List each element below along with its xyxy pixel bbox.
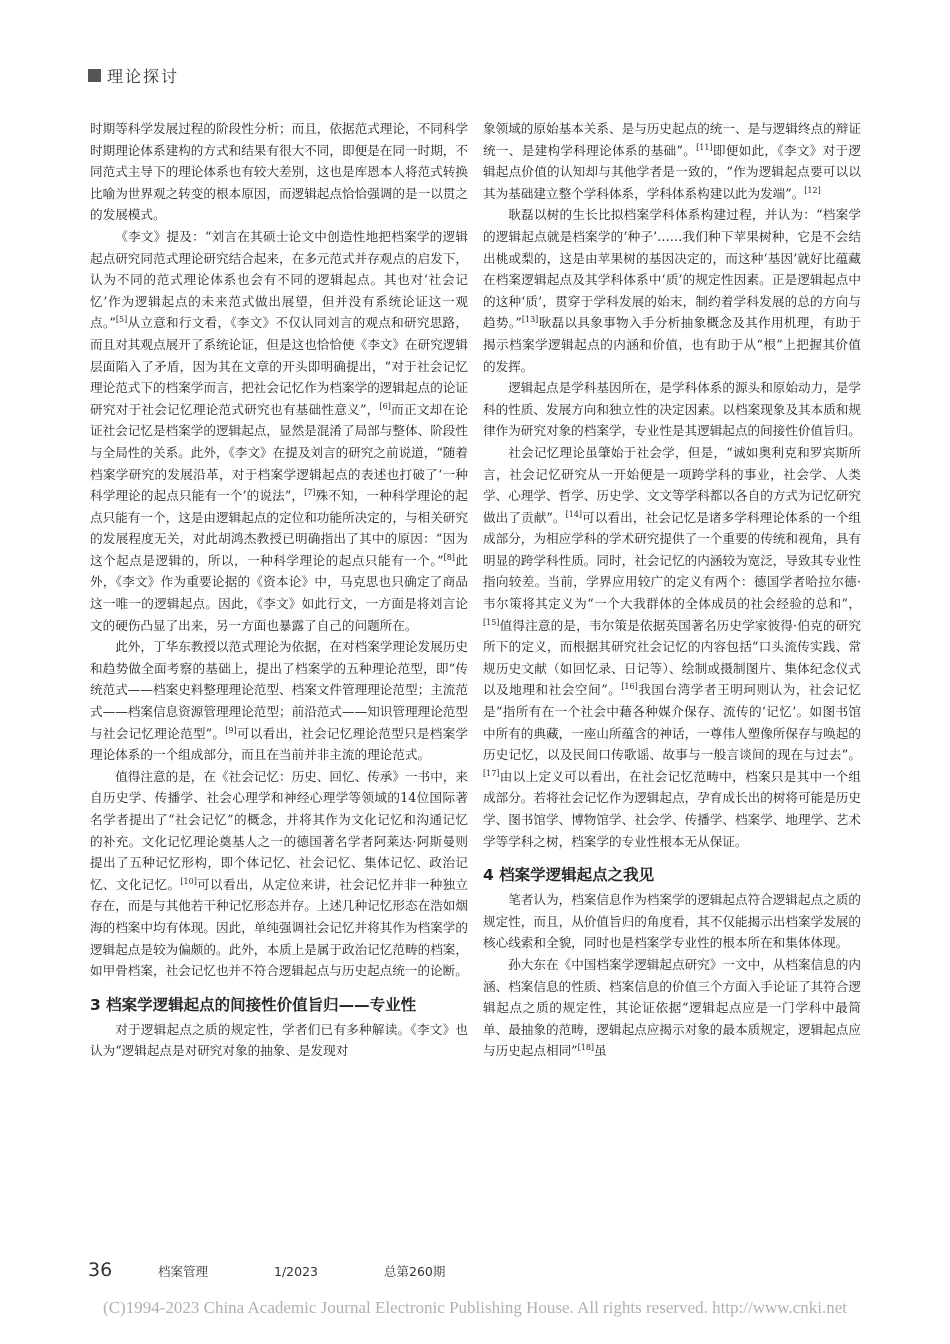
citation-ref: [15] (483, 617, 500, 627)
right-column (483, 118, 861, 1062)
citation-ref: [12] (804, 185, 821, 195)
text-run: 此外，丁华东教授以范式理论为依据，在对档案学理论发展历史和趋势做全面考察的基础上，提出了档案学的五种理论范型，即“传统范式——档案史料整理理论范型、档案文件管理理论范型；主流范式——档案信息资源管理理论范型；前沿范式——知识管理理论范型与社会记忆理论范型”。 (90, 639, 468, 741)
section-header (88, 64, 179, 87)
paragraph (90, 226, 468, 636)
paragraph (483, 118, 861, 204)
citation-ref: [10] (180, 876, 197, 886)
paragraph: 对于逻辑起点之质的规定性，学者们已有多种解读。《李文》也认为“逻辑起点是对研究对象的抽象、是发现对 (90, 1021, 468, 1059)
citation-ref: [14] (565, 509, 583, 519)
paragraph: 逻辑起点是学科基因所在，是学科体系的源头和原始动力，是学科的性质、发展方向和独立性的决定因素。以档案现象及其本质和规律作为研究对象的档案学，专业性是其逻辑起点的间接性价值旨归。 (483, 380, 861, 439)
citation-ref: [13] (521, 315, 539, 325)
citation-ref: [8] (443, 552, 455, 562)
paragraph (483, 204, 861, 377)
text-run: 由以上定义可以看出，在社会记忆范畴中，档案只是其中一个组成部分。若将社会记忆作为逻辑起点，孕育成长出的树将可能是历史学、图书馆学、博物馆学、社会学、传播学、档案学、地理学、艺术学等学科之树，档案学的专业性根本无从保证。 (483, 768, 861, 849)
text-run: 从立意和行文看，《李文》不仅认同刘言的观点和研究思路，而且对其观点展开了系统论证，但是这也恰恰使《李文》在研究逻辑层面陷入了矛盾，因为其在文章的开头即明确提出，“对于社会记忆理论范式下的档案学而言，把社会记忆作为档案学的逻辑起点的论证研究对于社会记忆理论范式研究也有基础性意义”， (90, 315, 469, 417)
page-footer (88, 1259, 460, 1281)
text-run: 虽 (594, 1043, 607, 1059)
text-run: 孙大东在《中国档案学逻辑起点研究》一文中，从档案信息的内涵、档案信息的性质、档案信息的价值三个方面入手论证了其符合逻辑起点之质的规定性，其论证依据“逻辑起点应是一门学科中最简单、最抽象的范畴，逻辑起点应揭示对象的最本质规定，逻辑起点应与历史起点相同” (483, 956, 861, 1059)
text-run: 象领域的原始基本关系、是与历史起点的统一、是与逻辑终点的辩证统一、是建构学科理论体系的基础”。 (483, 121, 861, 158)
left-column (90, 118, 468, 1062)
citation-ref: [9] (225, 725, 237, 735)
journal-name: 档案管理 (158, 1264, 209, 1279)
text-run: 即便如此，《李文》对于逻辑起点价值的认知却与其他学者是一致的，“作为逻辑起点要可以以其为基础建立整个学科体系，学科体系构建以此为发端”。 (483, 142, 861, 201)
paragraph (483, 442, 861, 852)
section-label: 理论探讨 (107, 67, 180, 86)
text-run: 我国台湾学者王明珂则认为，社会记忆是“指所有在一个社会中藉各种媒介保存、流传的‘记忆’。如图书馆中所有的典藏，一座山所蕴含的神话，一尊伟人塑像所保存与唤起的历史记忆，以及民间口传歌谣、故事与一般言谈间的现在与过去”。 (483, 682, 861, 763)
square-icon (88, 69, 101, 82)
citation-ref: [5] (115, 315, 128, 325)
citation-ref: [7] (304, 488, 316, 498)
citation-ref: [18] (577, 1043, 595, 1053)
citation-ref: [16] (621, 682, 638, 692)
section-heading: 4 档案学逻辑起点之我见 (483, 866, 655, 885)
text-run: 耿磊以具象事物入手分析抽象概念及其作用机理，有助于揭示档案学逻辑起点的内涵和价值，也有助于从“根”上把握其价值的发挥。 (483, 315, 862, 374)
total-issue: 总第260期 (384, 1264, 446, 1279)
text-run: 社会记忆理论虽肇始于社会学，但是，“诚如奥利克和罗宾斯所言，社会记忆研究从一开始便是一项跨学科的事业，社会学、人类学、心理学、哲学、历史学、文文等学科都以各自的方式为记忆研究做出了贡献”。 (483, 444, 861, 525)
paragraph: 时期等科学发展过程的阶段性分析；而且，依据范式理论，不同科学时期理论体系建构的方式和结果有很大不同，即便是在同一时期，不同范式主导下的理论体系也有较大差别，这也是库恩本人将范式转换比喻为世界观之转变的根本原因，而逻辑起点恰恰强调的是一以贯之的发展模式。 (90, 121, 468, 223)
citation-ref: [11] (696, 142, 713, 152)
text-run: 可以看出，从定位来讲，社会记忆并非一种独立存在，而是与其他若干种记忆形态并存。上述几种记忆形态在浩如烟海的档案中均有体现。因此，单纯强调社会记忆并将其作为档案学的逻辑起点是较为偏颇的。此外，本质上是属于政治记忆范畴的档案，如甲骨档案，社会记忆也并不符合逻辑起点与历史起点统一的论断。 (90, 876, 469, 979)
text-run: 殊不知，一种科学理论的起点只能有一个，这是由逻辑起点的定位和功能所决定的，与相关研究的发展程度无关，对此胡鸿杰教授已明确指出了其中的原因：“因为这个起点是逻辑的，所以，一种科学理论的起点只能有一个。” (90, 488, 468, 568)
text-run: 值得注意的是，韦尔策是依据英国著名历史学家彼得·伯克的研究所下的定义，而根据其研究社会记忆的内容包括“口头流传实践、常规历史文献（如回忆录、日记等）、绘制或摄制图片、集体纪念仪式以及地理和社会空间”。 (483, 617, 861, 698)
text-run: 可以看出，社会记忆是诸多学科理论体系的一个组成部分，为相应学科的学术研究提供了一个重要的传统和视角，具有明显的跨学科性质。同时，社会记忆的内涵较为宽泛，导致其专业性指向较差。当前，学界应用较广的定义有两个：德国学者哈拉尔德·韦尔策将其定义为“一个大我群体的全体成员的社会经验的总和”， (483, 509, 861, 612)
paragraph: 笔者认为，档案信息作为档案学的逻辑起点符合逻辑起点之质的规定性，而且，从价值旨归的角度看，其不仅能揭示出档案学发展的核心线索和全貌，同时也是档案学专业性的根本所在和集体体现。 (483, 892, 861, 951)
text-run: 此外，《李文》作为重要论据的《资本论》中，马克思也只确定了商品这一唯一的逻辑起点。因此，《李文》如此行文，一方面是将刘言论文的硬伤凸显了出来，另一方面也暴露了自己的问题所在。 (90, 552, 469, 633)
text-run: 《李文》提及：“刘言在其硕士论文中创造性地把档案学的逻辑起点研究同范式理论研究结合起来，在多元范式并存观点的启发下，认为不同的范式理论体系也会有不同的逻辑起点。其也对‘社会记忆’作为逻辑起点的未来范式做出展望，但并没有系统论证这一观点。” (90, 228, 468, 331)
text-run: 值得注意的是，在《社会记忆：历史、回忆、传承》一书中，来自历史学、传播学、社会心理学和神经心理学等领域的14位国际著名学者提出了“社会记忆”的概念，并将其作为文化记忆和沟通记忆的补充。文化记忆理论奠基人之一的德国著名学者阿莱达·阿斯曼则提出了五种记忆形构，即个体记忆、社会记忆、集体记忆、政治记忆、文化记忆。 (90, 768, 468, 892)
citation-ref: [6] (379, 401, 391, 411)
paragraph (483, 954, 861, 1062)
paragraph (90, 636, 468, 766)
page-number: 36 (88, 1259, 113, 1281)
text-run: 耿磊以树的生长比拟档案学科体系构建过程，并认为：“档案学的逻辑起点就是档案学的‘种子’……我们种下苹果树种，它是不会结出桃或梨的，这是由苹果树的基因决定的，而这种‘基因’就好比蕴藏在档案逻辑起点及其学科体系中‘质’的规定性因素。正是逻辑起点中的这种‘质’，贯穿于学科发展的始末，制约着学科发展的总的方向与趋势。” (483, 207, 861, 331)
section-heading: 3 档案学逻辑起点的间接性价值旨归——专业性 (90, 995, 417, 1014)
text-run: 而正文却在论证社会记忆是档案学的逻辑起点，显然是混淆了局部与整体、阶段性与全局性的关系。此外，《李文》在提及刘言的研究之前说道，“随着档案学研究的发展沿革，对于档案学逻辑起点的表述也打破了‘一种科学理论的起点只能有一个’的说法”， (90, 401, 468, 504)
paragraph (90, 766, 468, 982)
citation-ref: [17] (483, 768, 500, 778)
issue-number: 1/2023 (274, 1264, 318, 1279)
text-run: 可以看出，社会记忆理论范型只是档案学理论体系的一个组成部分，而且在当前并非主流的理论范式。 (90, 725, 469, 763)
copyright-notice: (C)1994-2023 China Academic Journal Electronic Publishing House. All rights reserved. http://www.cnki.net (103, 1298, 847, 1317)
